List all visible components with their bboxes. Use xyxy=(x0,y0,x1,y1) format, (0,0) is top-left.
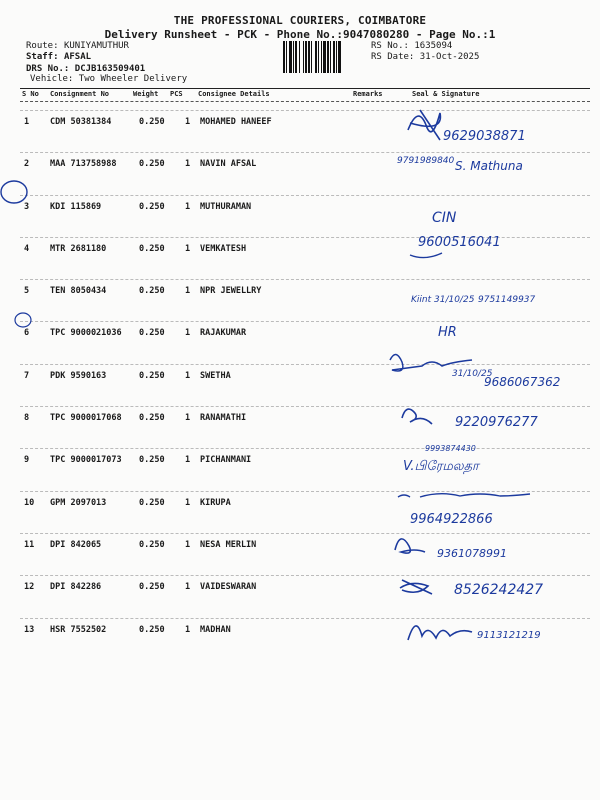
row-weight: 0.250 xyxy=(139,117,165,127)
row-weight: 0.250 xyxy=(139,497,165,508)
row-pcs: 1 xyxy=(185,455,191,466)
table-row xyxy=(20,229,590,271)
row-consignment: TPC 9000017073 xyxy=(50,455,122,466)
row-sno: 12 xyxy=(24,582,35,593)
row-consignment: PDK 9590163 xyxy=(50,370,107,381)
row-consignee: RAJAKUMAR xyxy=(200,328,247,339)
rs-date-label: RS Date: xyxy=(371,52,415,62)
drs-label: DRS No.: xyxy=(26,64,70,74)
row-consignment: GPM 2097013 xyxy=(50,497,107,508)
row-consignee: MUTHURAMAN xyxy=(200,201,252,212)
row-sno: 8 xyxy=(24,413,30,424)
row-weight: 0.250 xyxy=(139,455,165,466)
barcode-bar xyxy=(318,41,319,73)
row-pcs: 1 xyxy=(185,328,191,339)
handwritten-phone: 8526242427 xyxy=(454,582,544,598)
barcode-bar xyxy=(283,41,285,73)
col-consignee: Consignee Details xyxy=(198,90,270,98)
row-weight: 0.250 xyxy=(139,201,165,212)
row-weight: 0.250 xyxy=(139,582,165,593)
barcode-bar xyxy=(308,41,310,73)
barcode-bar xyxy=(333,41,335,73)
handwritten-phone: 9220976277 xyxy=(455,415,538,430)
barcode-bar xyxy=(336,41,337,73)
row-sno: 4 xyxy=(24,243,30,254)
row-consignment: TEN 8050434 xyxy=(50,286,107,297)
table-row xyxy=(20,525,590,567)
handwritten-date: Kiint 31/10/25 xyxy=(411,295,475,305)
barcode-bar xyxy=(327,41,329,73)
col-consignment: Consignment No xyxy=(50,90,110,98)
col-remarks: Remarks xyxy=(353,90,383,98)
row-consignee: VEMKATESH xyxy=(200,243,247,254)
barcode-bar xyxy=(303,41,304,73)
row-consignee: KIRUPA xyxy=(200,497,231,508)
row-pcs: 1 xyxy=(185,370,191,381)
barcode xyxy=(283,41,367,73)
row-sno: 9 xyxy=(24,455,30,466)
rs-no-line xyxy=(371,41,452,51)
barcode-bar xyxy=(295,41,297,73)
barcode-bar xyxy=(311,41,312,73)
row-sno: 6 xyxy=(24,328,30,339)
row-separator xyxy=(20,491,590,492)
drs-line xyxy=(26,64,145,74)
row-consignee: MADHAN xyxy=(200,624,231,635)
row-separator xyxy=(20,533,590,534)
row-sno: 2 xyxy=(24,159,30,170)
row-weight: 0.250 xyxy=(139,413,165,424)
barcode-bar xyxy=(305,41,307,73)
vehicle-label: Vehicle: xyxy=(30,74,74,84)
row-consignment: KDI 115869 xyxy=(50,201,102,212)
handwritten-phone: 9629038871 xyxy=(443,129,526,144)
row-weight: 0.250 xyxy=(139,243,165,254)
row-consignment: CDM 50381384 xyxy=(50,117,112,127)
row-consignee: NPR JEWELLRY xyxy=(200,286,262,297)
row-separator xyxy=(20,279,590,280)
row-consignment: TPC 9000017068 xyxy=(50,413,122,424)
rs-no-value: 1635094 xyxy=(414,41,453,51)
row-separator xyxy=(20,237,590,238)
company-title: THE PROFESSIONAL COURIERS, COIMBATORE xyxy=(173,14,427,27)
row-consignment: DPI 842286 xyxy=(50,582,102,593)
barcode-bar xyxy=(323,41,326,73)
row-consignee: VAIDESWARAN xyxy=(200,582,257,593)
barcode-bar xyxy=(293,41,294,73)
col-pcs: PCS xyxy=(170,90,183,98)
handwritten-name: S. Mathuna xyxy=(455,159,523,173)
table-row xyxy=(20,356,590,398)
row-consignee: RANAMATHI xyxy=(200,413,247,424)
row-consignee: PICHANMANI xyxy=(200,455,252,466)
barcode-bar xyxy=(330,41,331,73)
route-value: KUNIYAMUTHUR xyxy=(63,41,129,51)
row-pcs: 1 xyxy=(185,539,191,550)
row-pcs: 1 xyxy=(185,117,191,127)
drs-value: DCJB163509401 xyxy=(74,64,146,74)
handwritten-phone: 9751149937 xyxy=(478,295,536,305)
runsheet-table xyxy=(20,88,590,652)
handwritten-phone: 9964922866 xyxy=(410,512,493,527)
row-separator xyxy=(20,618,590,619)
handwritten-phone: 9791989840 xyxy=(397,156,455,166)
row-sno: 5 xyxy=(24,286,30,297)
row-consignment: MAA 713758988 xyxy=(50,159,117,170)
table-row xyxy=(20,271,590,313)
table-row xyxy=(20,144,590,186)
row-separator xyxy=(20,152,590,153)
row-consignment: DPI 842065 xyxy=(50,539,102,550)
row-pcs: 1 xyxy=(185,201,191,212)
table-row xyxy=(20,313,590,355)
row-weight: 0.250 xyxy=(139,539,165,550)
row-weight: 0.250 xyxy=(139,624,165,635)
handwritten-phone: 9113121219 xyxy=(477,630,541,641)
row-separator xyxy=(20,448,590,449)
row-pcs: 1 xyxy=(185,159,191,170)
row-sno: 10 xyxy=(24,497,35,508)
row-weight: 0.250 xyxy=(139,159,165,170)
col-weight: Weight xyxy=(133,90,159,98)
row-pcs: 1 xyxy=(185,624,191,635)
row-sno: 7 xyxy=(24,370,30,381)
row-consignment: MTR 2681180 xyxy=(50,243,107,254)
row-pcs: 1 xyxy=(185,497,191,508)
row-consignee: NESA MERLIN xyxy=(200,539,257,550)
barcode-bar xyxy=(299,41,300,73)
runsheet-subtitle: Delivery Runsheet - PCK - Phone No.:9047080280 - Page No.:1 xyxy=(104,28,496,41)
barcode-bar xyxy=(315,41,317,73)
rs-date-line xyxy=(371,52,479,62)
table-row xyxy=(20,398,590,440)
row-sno: 11 xyxy=(24,539,35,550)
staff-line xyxy=(26,52,91,62)
vehicle-line xyxy=(30,74,187,84)
row-consignment: HSR 7552502 xyxy=(50,624,107,635)
barcode-bar xyxy=(289,41,292,73)
row-consignee: SWETHA xyxy=(200,370,231,381)
row-weight: 0.250 xyxy=(139,370,165,381)
col-sno: S No xyxy=(22,90,39,98)
col-seal: Seal & Signature xyxy=(412,90,480,98)
table-row xyxy=(20,610,590,652)
route-line xyxy=(26,41,129,51)
handwritten-date: 31/10/25 xyxy=(452,369,493,379)
row-pcs: 1 xyxy=(185,413,191,424)
table-row xyxy=(20,102,590,144)
row-separator xyxy=(20,575,590,576)
row-sno: 1 xyxy=(24,117,30,127)
row-consignment: TPC 9000021036 xyxy=(50,328,122,339)
handwritten-phone: 9600516041 xyxy=(418,235,501,250)
handwritten-phone: 9686067362 xyxy=(484,375,561,389)
row-pcs: 1 xyxy=(185,286,191,297)
row-consignee: MOHAMED HANEEF xyxy=(200,117,272,127)
row-weight: 0.250 xyxy=(139,286,165,297)
row-separator xyxy=(20,110,590,111)
vehicle-value: Two Wheeler Delivery xyxy=(78,74,188,84)
row-pcs: 1 xyxy=(185,582,191,593)
staff-value: AFSAL xyxy=(63,52,92,62)
row-sno: 3 xyxy=(24,201,30,212)
table-row xyxy=(20,567,590,609)
table-row xyxy=(20,483,590,525)
barcode-bar xyxy=(338,41,341,73)
rs-date-value: 31-Oct-2025 xyxy=(419,52,480,62)
row-weight: 0.250 xyxy=(139,328,165,339)
handwritten-note: HR xyxy=(438,325,457,340)
table-header xyxy=(20,88,590,102)
row-consignee: NAVIN AFSAL xyxy=(200,159,257,170)
rs-no-label: RS No.: xyxy=(371,41,409,51)
handwritten-name: V.பிரேமலதா xyxy=(403,459,479,474)
handwritten-phone: 9361078991 xyxy=(437,547,507,560)
row-separator xyxy=(20,364,590,365)
handwritten-phone: 9993874430 xyxy=(425,444,476,453)
table-row xyxy=(20,440,590,482)
staff-label: Staff: xyxy=(26,52,59,62)
row-separator xyxy=(20,406,590,407)
barcode-bar xyxy=(286,41,287,73)
row-sno: 13 xyxy=(24,624,35,635)
table-row xyxy=(20,187,590,229)
route-label: Route: xyxy=(26,41,59,51)
barcode-bar xyxy=(321,41,322,73)
row-separator xyxy=(20,195,590,196)
row-pcs: 1 xyxy=(185,243,191,254)
handwritten-note: CIN xyxy=(432,210,457,226)
row-separator xyxy=(20,321,590,322)
